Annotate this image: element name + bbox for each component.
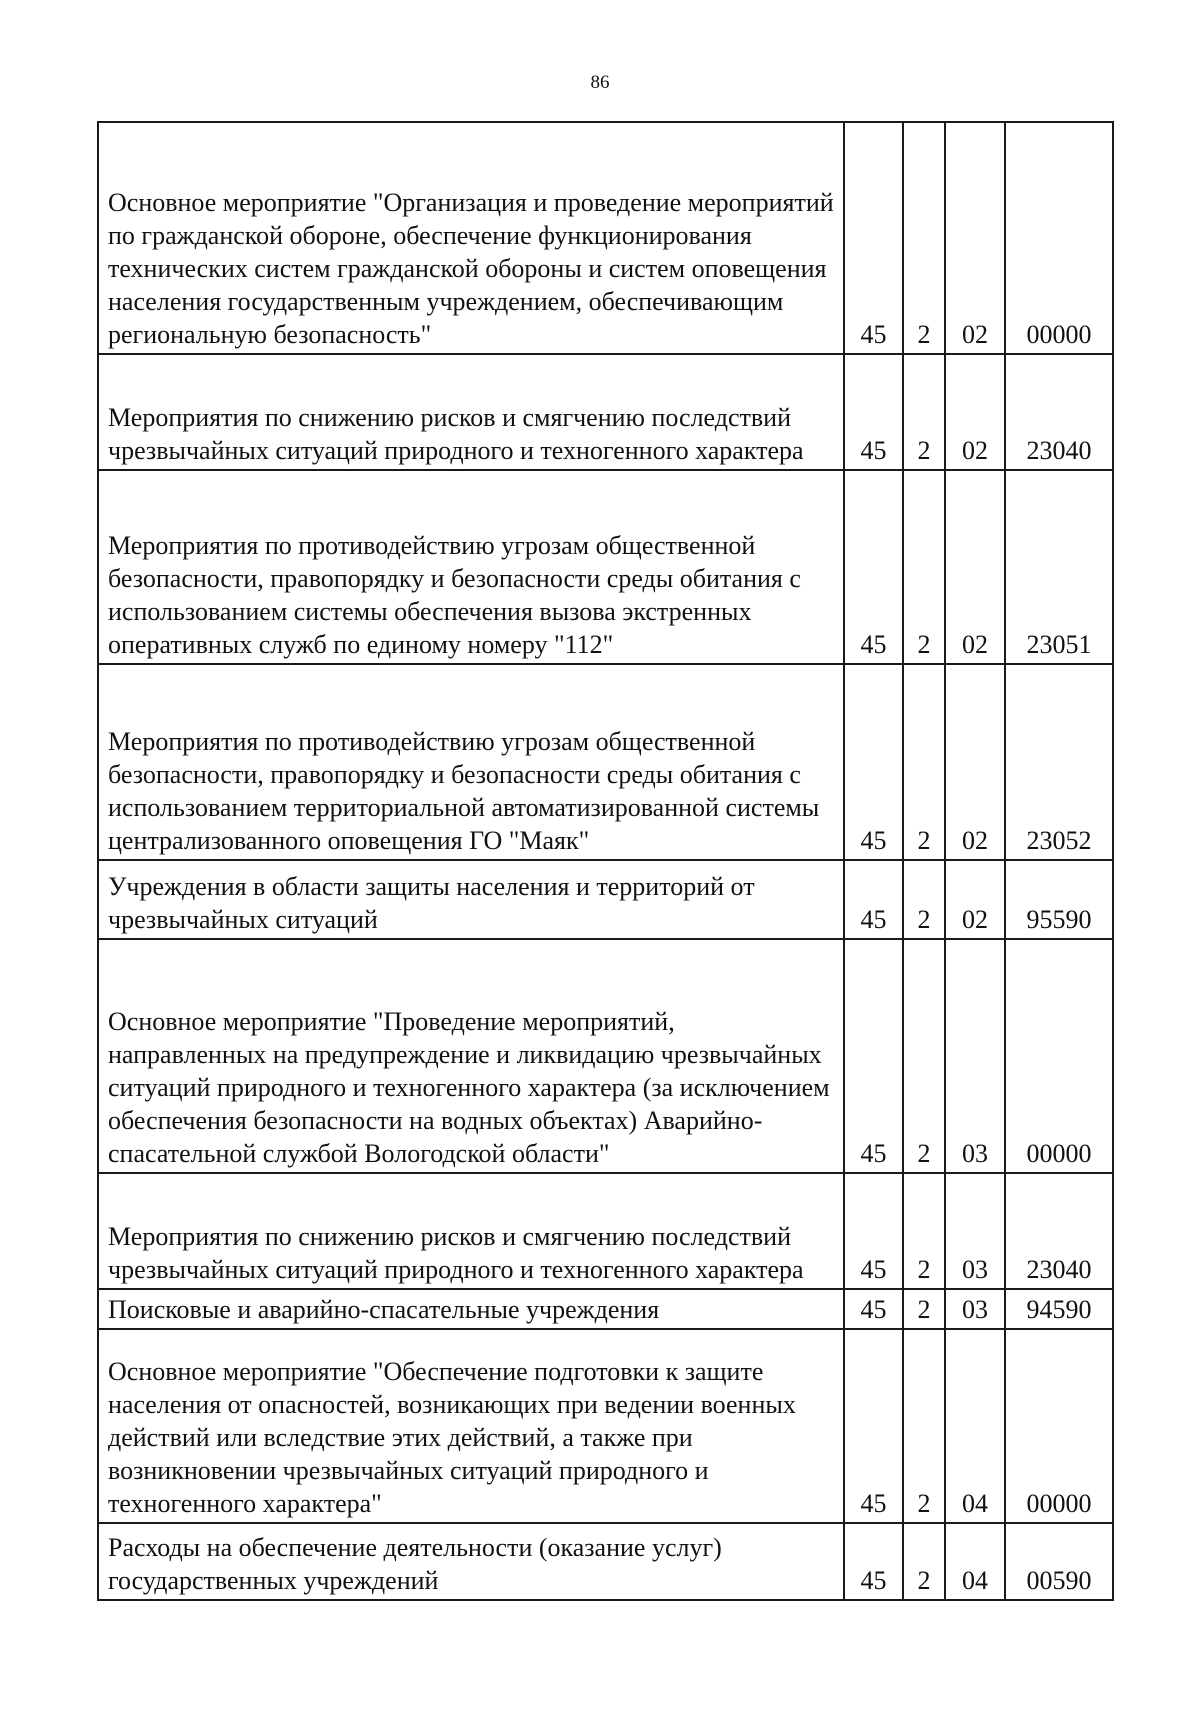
main-activity-code: 02: [945, 860, 1005, 939]
main-activity-code: 02: [945, 470, 1005, 664]
main-activity-code: 02: [945, 354, 1005, 470]
table-row: [98, 664, 1113, 860]
program-code: 45: [844, 354, 903, 470]
row-description: Мероприятия по противодействию угрозам общественной безопасности, правопорядку и безопасности среды обитания с использованием системы обеспечения вызова экстренных оперативных служб по единому номеру "112": [98, 470, 844, 664]
subprogram-code: 2: [903, 1329, 945, 1523]
row-description: Основное мероприятие "Организация и проведение мероприятий по гражданской обороне, обеспечение функционирования технических систем гражданской обороны и систем оповещения населения государственным учреждением, обеспечивающим региональную безопасность": [98, 122, 844, 354]
row-description: Мероприятия по снижению рисков и смягчению последствий чрезвычайных ситуаций природного и техногенного характера: [98, 1173, 844, 1289]
program-code: 45: [844, 122, 903, 354]
main-activity-code: 02: [945, 122, 1005, 354]
subprogram-code: 2: [903, 939, 945, 1173]
direction-code: 00590: [1005, 1523, 1113, 1600]
table-row: [98, 860, 1113, 939]
row-description: Учреждения в области защиты населения и территорий от чрезвычайных ситуаций: [98, 860, 844, 939]
table-row: [98, 1289, 1113, 1329]
direction-code: 23040: [1005, 1173, 1113, 1289]
row-description: Основное мероприятие "Проведение мероприятий, направленных на предупреждение и ликвидацию чрезвычайных ситуаций природного и техногенного характера (за исключением обеспечения безопасности на водных объектах) Аварийно-спасательной службой Вологодской области": [98, 939, 844, 1173]
direction-code: 23052: [1005, 664, 1113, 860]
row-description: Мероприятия по противодействию угрозам общественной безопасности, правопорядку и безопасности среды обитания с использованием территориальной автоматизированной системы централизованного оповещения ГО "Маяк": [98, 664, 844, 860]
direction-code: 94590: [1005, 1289, 1113, 1329]
subprogram-code: 2: [903, 664, 945, 860]
subprogram-code: 2: [903, 860, 945, 939]
subprogram-code: 2: [903, 1173, 945, 1289]
row-description: Расходы на обеспечение деятельности (оказание услуг) государственных учреждений: [98, 1523, 844, 1600]
budget-classification-table: [97, 121, 1114, 1601]
main-activity-code: 03: [945, 1173, 1005, 1289]
program-code: 45: [844, 1523, 903, 1600]
program-code: 45: [844, 1173, 903, 1289]
main-activity-code: 04: [945, 1329, 1005, 1523]
direction-code: 23051: [1005, 470, 1113, 664]
table-row: [98, 122, 1113, 354]
table-row: [98, 1523, 1113, 1600]
row-description: Поисковые и аварийно-спасательные учреждения: [98, 1289, 844, 1329]
table-row: [98, 1329, 1113, 1523]
program-code: 45: [844, 860, 903, 939]
program-code: 45: [844, 664, 903, 860]
row-description: Мероприятия по снижению рисков и смягчению последствий чрезвычайных ситуаций природного и техногенного характера: [98, 354, 844, 470]
table-row: [98, 939, 1113, 1173]
subprogram-code: 2: [903, 1523, 945, 1600]
subprogram-code: 2: [903, 122, 945, 354]
subprogram-code: 2: [903, 470, 945, 664]
direction-code: 00000: [1005, 1329, 1113, 1523]
direction-code: 00000: [1005, 939, 1113, 1173]
program-code: 45: [844, 939, 903, 1173]
program-code: 45: [844, 470, 903, 664]
subprogram-code: 2: [903, 1289, 945, 1329]
main-activity-code: 03: [945, 1289, 1005, 1329]
main-activity-code: 04: [945, 1523, 1005, 1600]
direction-code: 00000: [1005, 122, 1113, 354]
main-activity-code: 02: [945, 664, 1005, 860]
direction-code: 23040: [1005, 354, 1113, 470]
main-activity-code: 03: [945, 939, 1005, 1173]
program-code: 45: [844, 1289, 903, 1329]
row-description: Основное мероприятие "Обеспечение подготовки к защите населения от опасностей, возникающих при ведении военных действий или вследствие этих действий, а также при возникновении чрезвычайных ситуаций природного и техногенного характера": [98, 1329, 844, 1523]
subprogram-code: 2: [903, 354, 945, 470]
table-row: [98, 1173, 1113, 1289]
page-number: 86: [590, 72, 610, 93]
program-code: 45: [844, 1329, 903, 1523]
table-row: [98, 354, 1113, 470]
direction-code: 95590: [1005, 860, 1113, 939]
table-row: [98, 470, 1113, 664]
